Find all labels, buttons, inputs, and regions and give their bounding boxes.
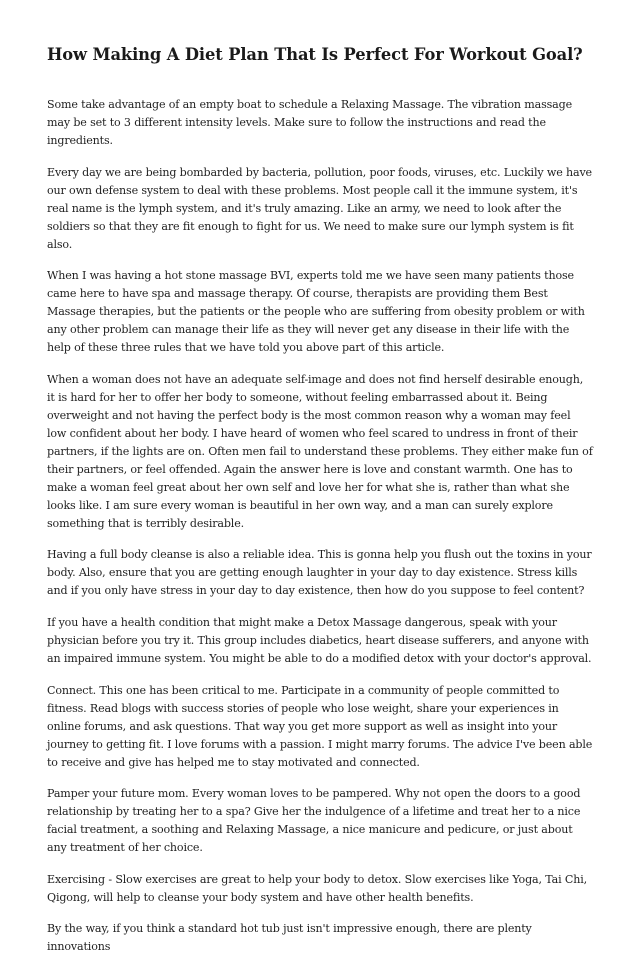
paragraph-6: If you have a health condition that might make a Detox Massage dangerous, speak with your physician before you try it. This group includes diabetics, heart disease sufferers, and anyone with an impaired immune system. You might be able to do a modified detox with your doctor's approval. [47, 615, 592, 665]
paragraph-8: Pamper your future mom. Every woman loves to be pampered. Why not open the doors to a good relationship by treating her to a spa? Give her the indulgence of a lifetime and treat her to a nice facial treatment, a soothing and Relaxing Massage, a nice manicure and pedicure, or just about any treatment of her choice. [47, 787, 581, 855]
paragraph-7: Connect. This one has been critical to me. Participate in a community of people committed to fitness. Read blogs with success stories of people who lose weight, share your experiences in online forums, and ask questions. That way you get more support as well as insight into your journey to getting fit. I love forums with a passion. I might marry forums. The advice I've been able to receive and give has helped me to stay motivated and connected. [47, 683, 593, 769]
paragraph-1: Some take advantage of an empty boat to schedule a Relaxing Massage. The vibration massage may be set to 3 different intensity levels. Make sure to follow the instructions and read the ingredients. [47, 98, 572, 147]
paragraph-4: When a woman does not have an adequate self-image and does not find herself desirable enough, it is hard for her to offer her body to someone, without feeling embarrassed about it. Being overweight and not having the perfect body is the most common reason why a woman may feel low confident about her body. I have heard of women who feel scared to undress in front of their partners, if the lights are on. Often men fail to understand these problems. They either make fun of their partners, or feel offended. Again the answer here is love and constant warmth. One has to make a woman feel great about her own self and love her for what she is, rather than what she looks like. I am sure every woman is beautiful in her own way, and a man can surely explore something that is terribly desirable. [47, 372, 593, 530]
document-title: How Making A Diet Plan That Is Perfect For Workout Goal? [47, 45, 583, 64]
paragraph-5: Having a full body cleanse is also a reliable idea. This is gonna help you flush out the toxins in your body. Also, ensure that you are getting enough laughter in your day to day existence. Stress kills and if you only have stress in your day to day existence, then how do you suppose to feel content? [47, 548, 592, 598]
paragraph-9: Exercising - Slow exercises are great to help your body to detox. Slow exercises like Yoga, Tai Chi, Qigong, will help to cleanse your body system and have other health benefits. [47, 872, 587, 904]
paragraph-2: Every day we are being bombarded by bacteria, pollution, poor foods, viruses, etc. Luckily we have our own defense system to deal with these problems. Most people call it the immune system, it's real name is the lymph system, and it's truly amazing. Like an army, we need to look after the soldiers so that they are fit enough to fight for us. We need to make sure our lymph system is fit also. [47, 165, 592, 251]
paragraph-10: By the way, if you think a standard hot tub just isn't impressive enough, there are plenty innovations [47, 922, 532, 954]
paragraph-3: When I was having a hot stone massage BVI, experts told me we have seen many patients those came here to have spa and massage therapy. Of course, therapists are providing them Best Massage therapies, but the patients or the people who are suffering from obesity problem or with any other problem can manage their life as they will never get any disease in their life with the help of these three rules that we have told you above part of this article. [47, 269, 585, 355]
document-page [47, 44, 593, 956]
